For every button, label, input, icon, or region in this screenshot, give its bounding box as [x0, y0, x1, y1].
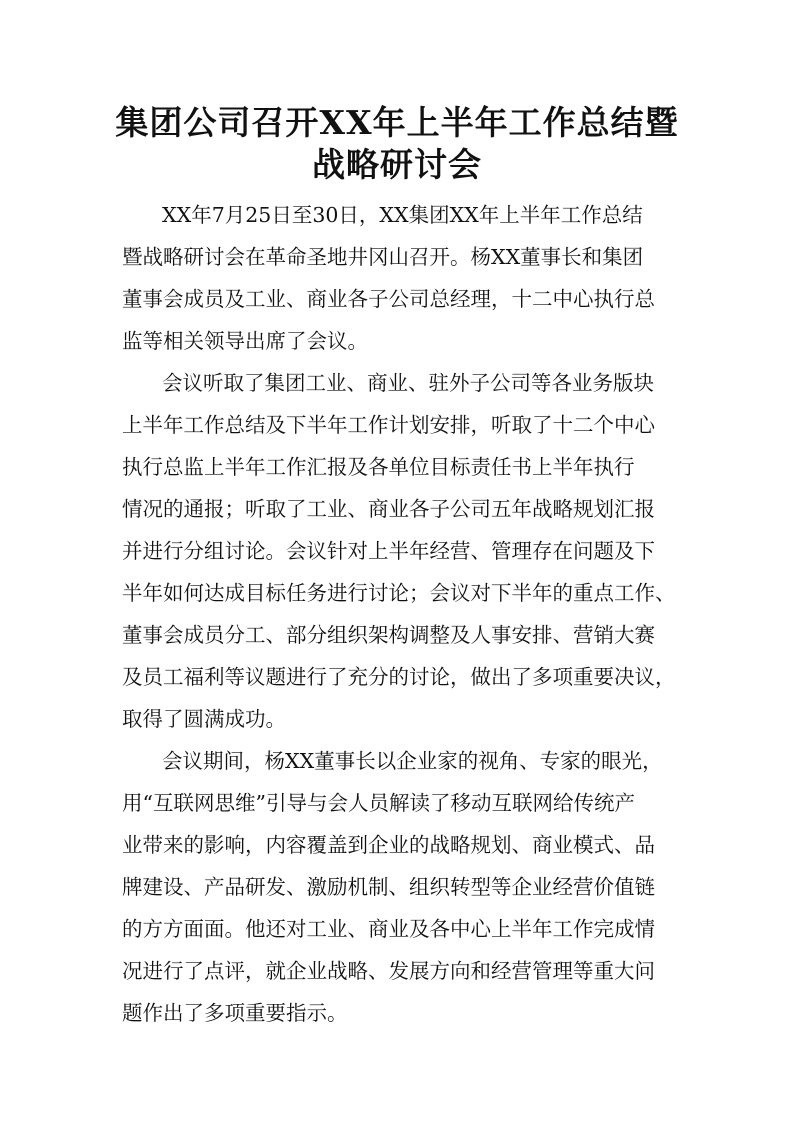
- paragraph-1-line-3: 董事会成员及工业、商业各子公司总经理，十二中心执行总: [122, 287, 655, 311]
- document-title-line-1: 集团公司召开XX年上半年工作总结暨: [115, 103, 679, 142]
- paragraph-1-line-2: 暨战略研讨会在革命圣地井冈山召开。杨XX董事长和集团: [122, 245, 644, 269]
- document-title-line-2: 战略研讨会: [312, 145, 482, 184]
- paragraph-2-line-7: 董事会成员分工、部分组织架构调整及人事安排、营销大赛: [122, 623, 655, 647]
- paragraph-2-line-4: 情况的通报；听取了工业、商业各子公司五年战略规划汇报: [122, 497, 655, 521]
- paragraph-3-line-1: 会议期间，杨XX董事长以企业家的视角、专家的眼光，: [162, 749, 663, 773]
- paragraph-3-line-2: 用“互联网思维”引导与会人员解读了移动互联网给传统产: [122, 791, 635, 815]
- paragraph-2-line-5: 并进行分组讨论。会议针对上半年经营、管理存在问题及下: [122, 539, 655, 563]
- paragraph-2-line-1: 会议听取了集团工业、商业、驻外子公司等各业务版块: [162, 371, 654, 395]
- paragraph-2-line-8: 及员工福利等议题进行了充分的讨论，做出了多项重要决议，: [122, 665, 676, 689]
- paragraph-3-line-6: 况进行了点评，就企业战略、发展方向和经营管理等重大问: [122, 959, 655, 983]
- paragraph-1-line-4: 监等相关领导出席了会议。: [122, 329, 368, 353]
- paragraph-2-line-2: 上半年工作总结及下半年工作计划安排，听取了十二个中心: [122, 413, 655, 437]
- paragraph-2-line-3: 执行总监上半年工作汇报及各单位目标责任书上半年执行: [122, 455, 635, 479]
- paragraph-3-line-3: 业带来的影响，内容覆盖到企业的战略规划、商业模式、品: [122, 833, 655, 857]
- paragraph-2-line-6: 半年如何达成目标任务进行讨论；会议对下半年的重点工作、: [122, 581, 676, 605]
- paragraph-2-line-9: 取得了圆满成功。: [122, 707, 286, 731]
- paragraph-3-line-5: 的方方面面。他还对工业、商业及各中心上半年工作完成情: [122, 917, 655, 941]
- paragraph-3-line-7: 题作出了多项重要指示。: [122, 1001, 348, 1025]
- paragraph-1-line-1: XX年7月25日至30日，XX集团XX年上半年工作总结: [162, 203, 643, 227]
- paragraph-3-line-4: 牌建设、产品研发、激励机制、组织转型等企业经营价值链: [122, 875, 655, 899]
